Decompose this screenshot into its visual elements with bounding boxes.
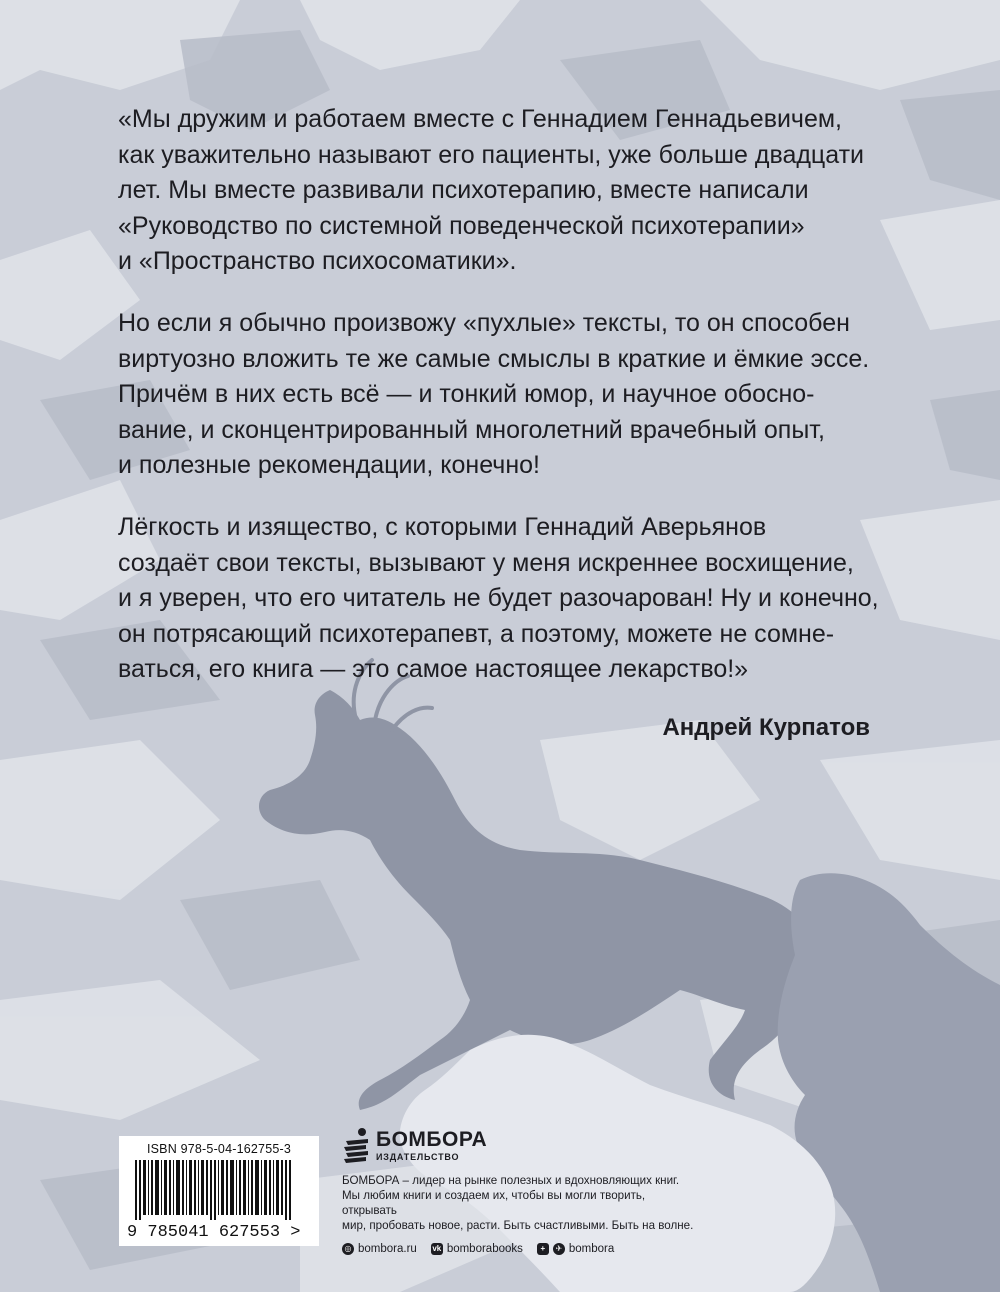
- social-links: [342, 1243, 702, 1255]
- tagline-line: БОМБОРА – лидер на рынке полезных и вдохновляющих книг.: [342, 1174, 680, 1187]
- barcode-graphic: [135, 1160, 305, 1220]
- isbn-label: ISBN 978-5-04-162755-3: [146, 1142, 292, 1156]
- quote-line: и «Пространство психосоматики».: [118, 247, 517, 276]
- tagline-line: мир, пробовать новое, расти. Быть счастливыми. Быть на волне.: [342, 1219, 694, 1232]
- social-link-messengers[interactable]: [537, 1243, 614, 1255]
- social-label: bombora: [568, 1243, 615, 1255]
- quote-line: «Мы дружим и работаем вместе с Геннадием Геннадьевичем,: [118, 105, 842, 133]
- barcode-digits: 9 785041 627553 >: [127, 1223, 301, 1242]
- quote-line: создаёт свои тексты, вызывают у меня искреннее восхищение,: [118, 548, 854, 577]
- quote-line: Причём в них есть всё — и тонкий юмор, и научное обосно-: [118, 380, 815, 409]
- publisher-tagline: [342, 1173, 702, 1233]
- publisher-subtitle: ИЗДАТЕЛЬСТВО: [376, 1152, 460, 1162]
- quote-line: как уважительно называют его пациенты, уже больше двадцати: [118, 140, 865, 169]
- telegram-icon: ✈: [553, 1243, 565, 1255]
- social-link-website[interactable]: [342, 1243, 417, 1255]
- publisher-logo: [342, 1127, 702, 1163]
- quote-line: Но если я обычно произвожу «пухлые» тексты, то он способен: [118, 308, 850, 337]
- quote-line: ваться, его книга — это самое настоящее лекарство!»: [118, 655, 749, 684]
- quote-paragraph-1: [118, 102, 918, 280]
- quote-line: и полезные рекомендации, конечно!: [118, 451, 540, 480]
- tagline-line: Мы любим книги и создаем их, чтобы вы могли творить, открывать: [342, 1189, 646, 1217]
- quote-paragraph-3: [118, 510, 918, 688]
- quote-line: лет. Мы вместе развивали психотерапию, вместе написали: [118, 176, 809, 205]
- social-label: bombora.ru: [358, 1243, 417, 1255]
- quote-line: виртуозно вложить те же самые смыслы в краткие и ёмкие эссе.: [118, 344, 870, 373]
- vk-icon: vk: [432, 1244, 442, 1253]
- plus-icon: +: [537, 1243, 549, 1255]
- publisher-name: БОМБОРА: [376, 1128, 488, 1151]
- isbn-barcode-box: [119, 1136, 319, 1246]
- social-label: bomborabooks: [446, 1243, 523, 1255]
- quote-line: «Руководство по системной поведенческой психотерапии»: [118, 211, 805, 240]
- quote-text-block: [118, 102, 918, 714]
- bombora-logo-icon: [342, 1127, 372, 1163]
- quote-line: он потрясающий психотерапевт, а поэтому, можете не сомне-: [118, 619, 835, 648]
- quote-paragraph-2: [118, 306, 918, 484]
- quote-author: Андрей Курпатов: [662, 714, 870, 741]
- quote-line: Лёгкость и изящество, с которыми Геннадий Аверьянов: [118, 512, 767, 541]
- globe-icon: ◎: [342, 1243, 354, 1255]
- quote-line: и я уверен, что его читатель не будет разочарован! Ну и конечно,: [118, 584, 879, 613]
- publisher-block: [342, 1127, 702, 1255]
- quote-line: вание, и сконцентрированный многолетний врачебный опыт,: [118, 415, 825, 444]
- social-link-vk[interactable]: [431, 1243, 523, 1255]
